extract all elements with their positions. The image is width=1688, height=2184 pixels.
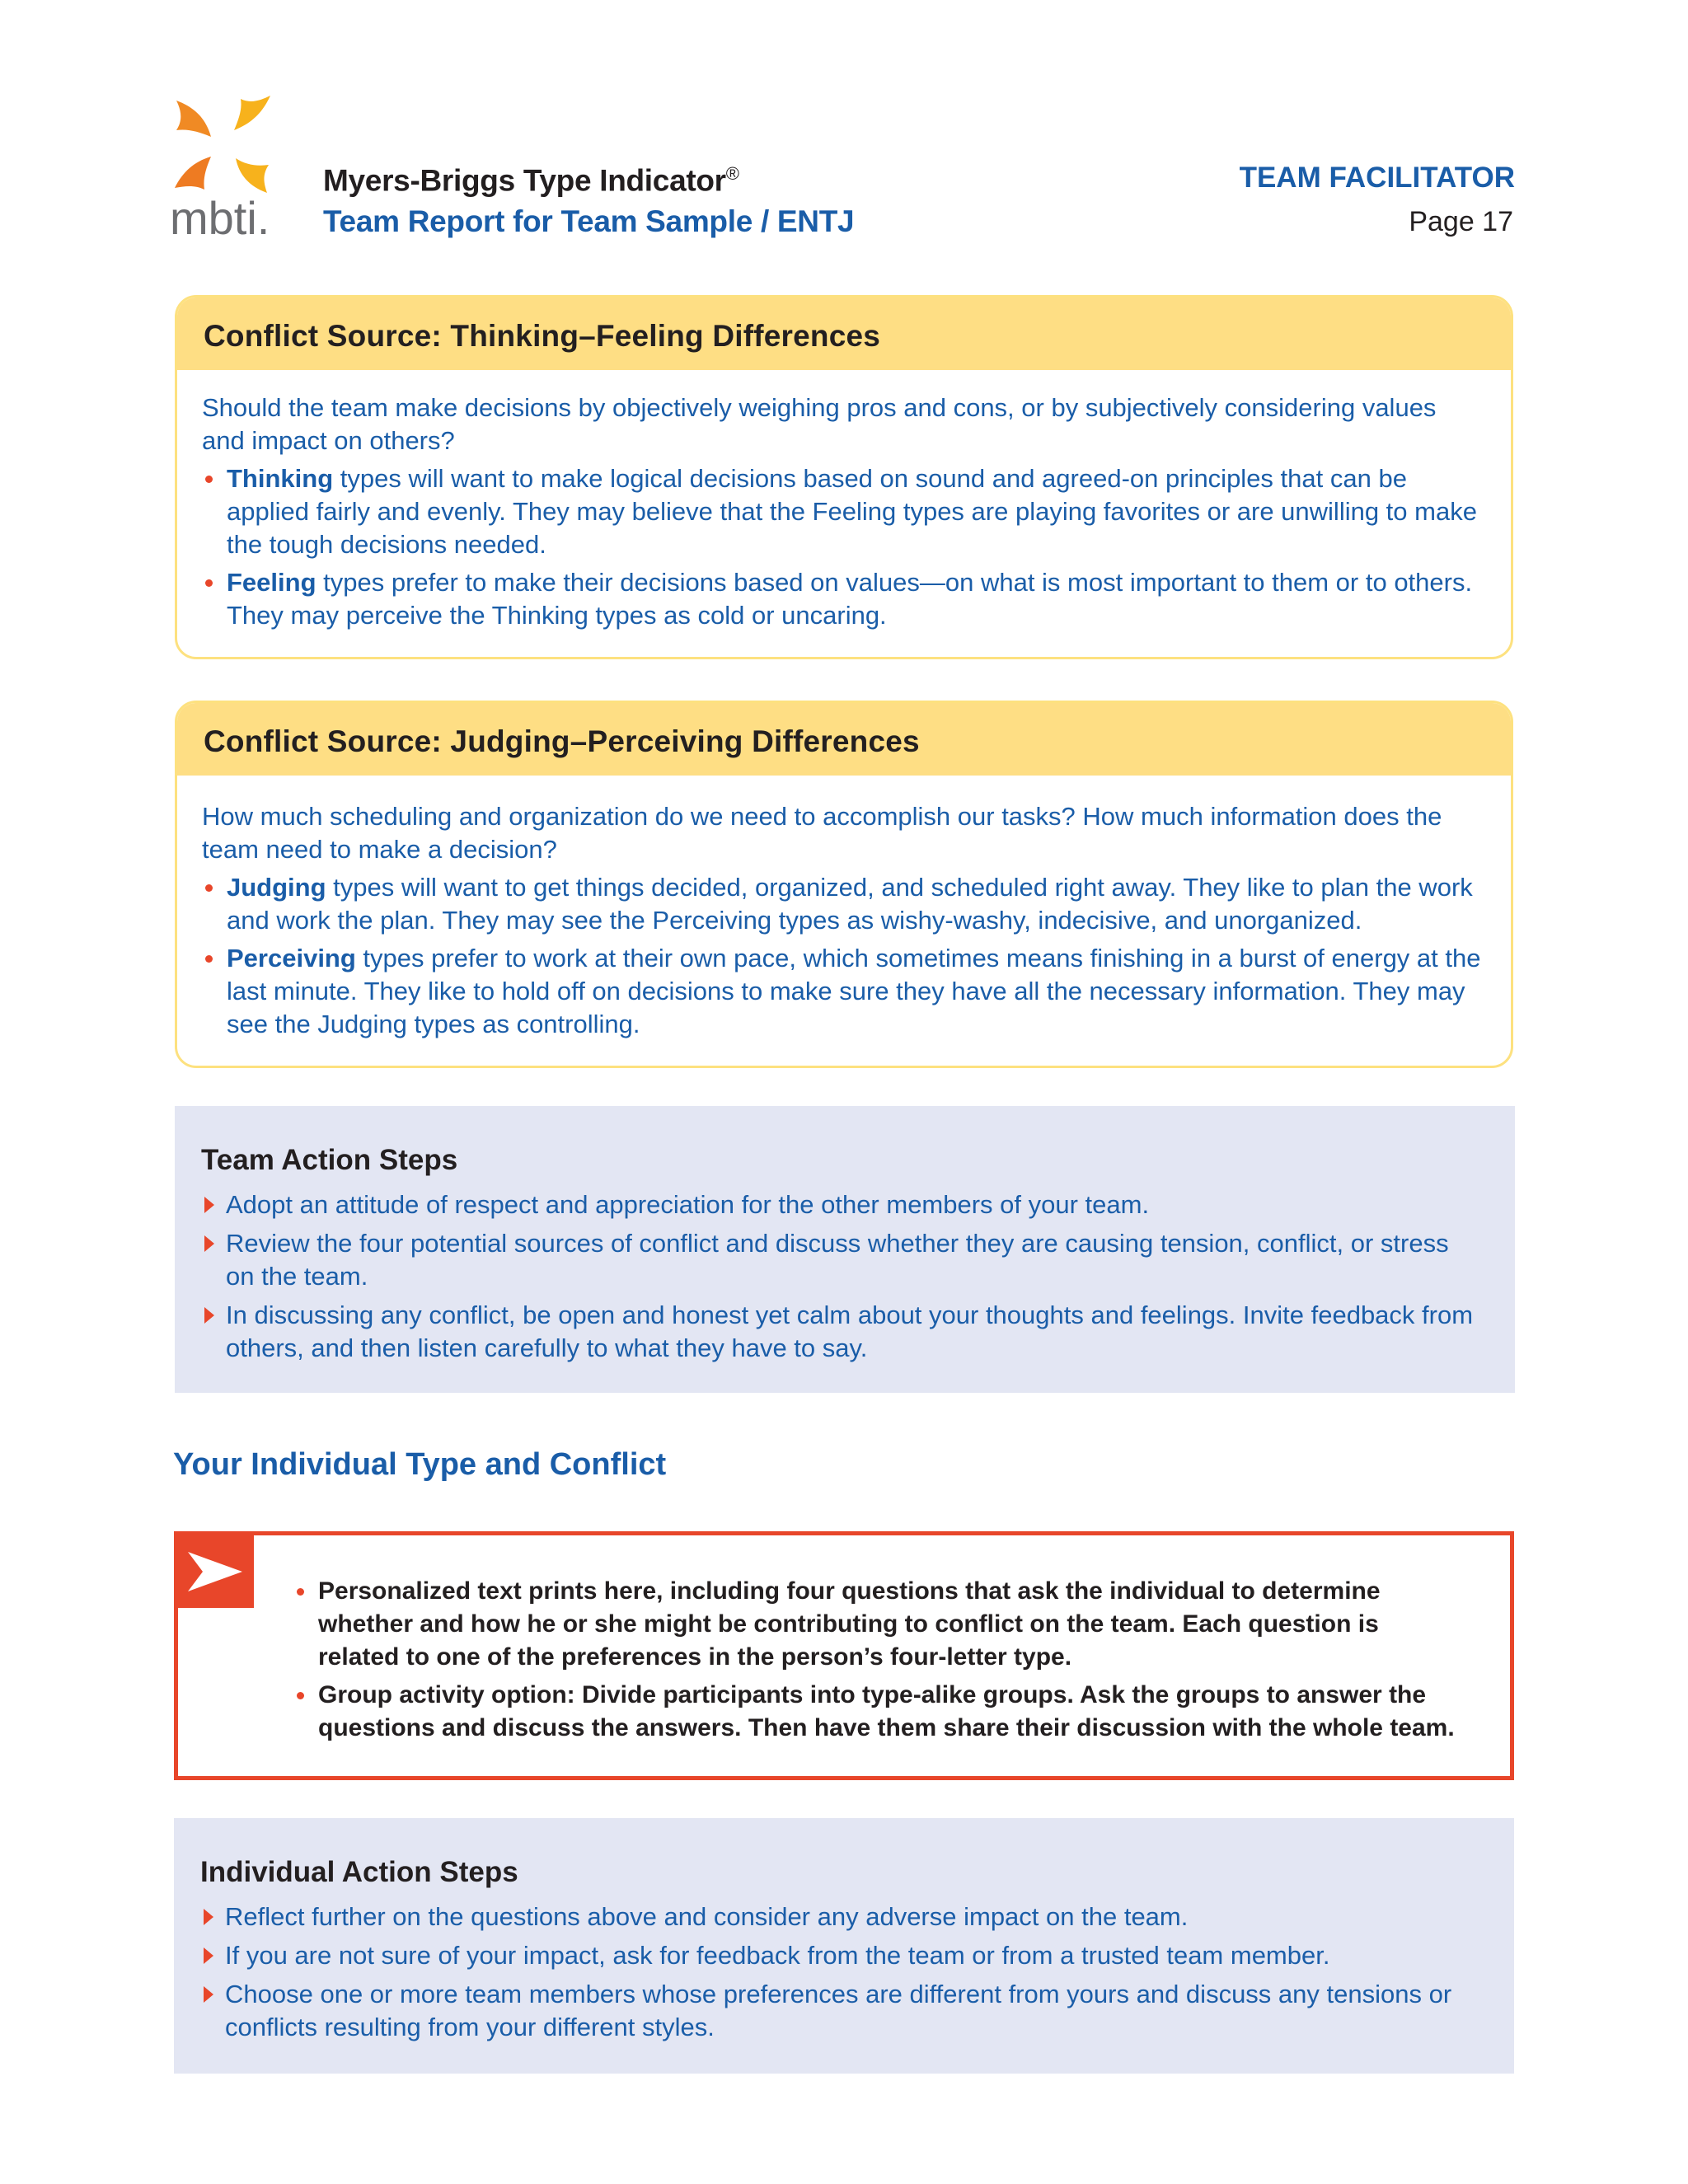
list-item: Adopt an attitude of respect and appreciation for the other members of your team. — [201, 1188, 1482, 1221]
conflict-jp-body — [177, 776, 1511, 1066]
conflict-tf-heading: Conflict Source: Thinking–Feeling Differences — [177, 298, 1511, 370]
conflict-jp-box — [175, 701, 1513, 1068]
mbti-logo — [170, 96, 285, 244]
list-item: Personalized text prints here, including four questions that ask the individual to determine whether and how he or she might be contributing to conflict on the team. Each question is related to one of the preferences in the person’s four-letter type. — [293, 1575, 1464, 1674]
page-number: Page 17 — [1409, 206, 1513, 237]
triangle-bullet-icon — [204, 1986, 213, 2003]
individual-action-steps-list — [200, 1900, 1481, 2044]
conflict-tf-intro: Should the team make decisions by objectively weighing pros and cons, or by subjectively considering values and impact on others? — [202, 393, 1437, 455]
triangle-bullet-icon — [204, 1235, 214, 1252]
conflict-jp-intro: How much scheduling and organization do we need to accomplish our tasks? How much information does the team need to make a decision? — [202, 802, 1442, 864]
team-action-steps-list — [201, 1188, 1482, 1365]
report-title: Team Report for Team Sample / ENTJ — [323, 204, 855, 238]
triangle-bullet-icon — [204, 1197, 214, 1213]
arrow-tab — [178, 1535, 254, 1608]
personalized-list — [293, 1575, 1464, 1745]
list-item: Thinking types will want to make logical decisions based on sound and agreed-on principles that can be applied fairly and evenly. They may believe that the Feeling types are playing favorites or are unwilling to make the tough decisions needed. — [202, 462, 1481, 561]
triangle-bullet-icon — [204, 1307, 214, 1324]
arrow-icon — [178, 1535, 254, 1608]
personalized-box — [174, 1531, 1514, 1780]
list-item: In discussing any conflict, be open and honest yet calm about your thoughts and feelings. Invite feedback from others, and then listen carefully to what they have to say. — [201, 1299, 1482, 1365]
team-action-steps — [175, 1106, 1515, 1393]
individual-section-heading: Your Individual Type and Conflict — [173, 1447, 667, 1482]
report-type: TEAM FACILITATOR — [1239, 162, 1515, 194]
conflict-tf-box — [175, 295, 1513, 659]
conflict-tf-list — [202, 462, 1481, 632]
list-item: Perceiving types prefer to work at their own pace, which sometimes means finishing in a burst of energy at the last minute. They like to hold off on decisions to make sure they have all the necessary information. They may see the Judging types as controlling. — [202, 942, 1481, 1041]
conflict-tf-body — [177, 370, 1511, 657]
individual-action-steps — [174, 1818, 1514, 2074]
conflict-jp-list — [202, 871, 1481, 1041]
svg-text:mbti.: mbti. — [170, 192, 270, 244]
mbti-logo-mark-icon — [170, 96, 285, 244]
triangle-bullet-icon — [204, 1947, 213, 1964]
list-item: Review the four potential sources of conflict and discuss whether they are causing tension, conflict, or stress on the team. — [201, 1227, 1482, 1293]
individual-action-steps-heading: Individual Action Steps — [200, 1856, 518, 1888]
team-action-steps-heading: Team Action Steps — [201, 1144, 458, 1176]
conflict-jp-heading: Conflict Source: Judging–Perceiving Differences — [177, 703, 1511, 776]
list-item: Choose one or more team members whose preferences are different from yours and discuss any tensions or conflicts resulting from your different styles. — [200, 1978, 1481, 2044]
product-title: Myers-Briggs Type Indicator® — [323, 163, 739, 198]
list-item: Feeling types prefer to make their decisions based on values—on what is most important to them or to others. They may perceive the Thinking types as cold or uncaring. — [202, 566, 1481, 632]
list-item: Judging types will want to get things decided, organized, and scheduled right away. They like to plan the work and work the plan. They may see the Perceiving types as wishy-washy, indecisive, and unorganized. — [202, 871, 1481, 937]
triangle-bullet-icon — [204, 1909, 213, 1925]
list-item: Group activity option: Divide participants into type-alike groups. Ask the groups to answer the questions and discuss the answers. Then have them share their discussion with the whole team. — [293, 1679, 1464, 1745]
list-item: If you are not sure of your impact, ask for feedback from the team or from a trusted team member. — [200, 1939, 1481, 1972]
personalized-body — [293, 1575, 1464, 1750]
list-item: Reflect further on the questions above and consider any adverse impact on the team. — [200, 1900, 1481, 1933]
